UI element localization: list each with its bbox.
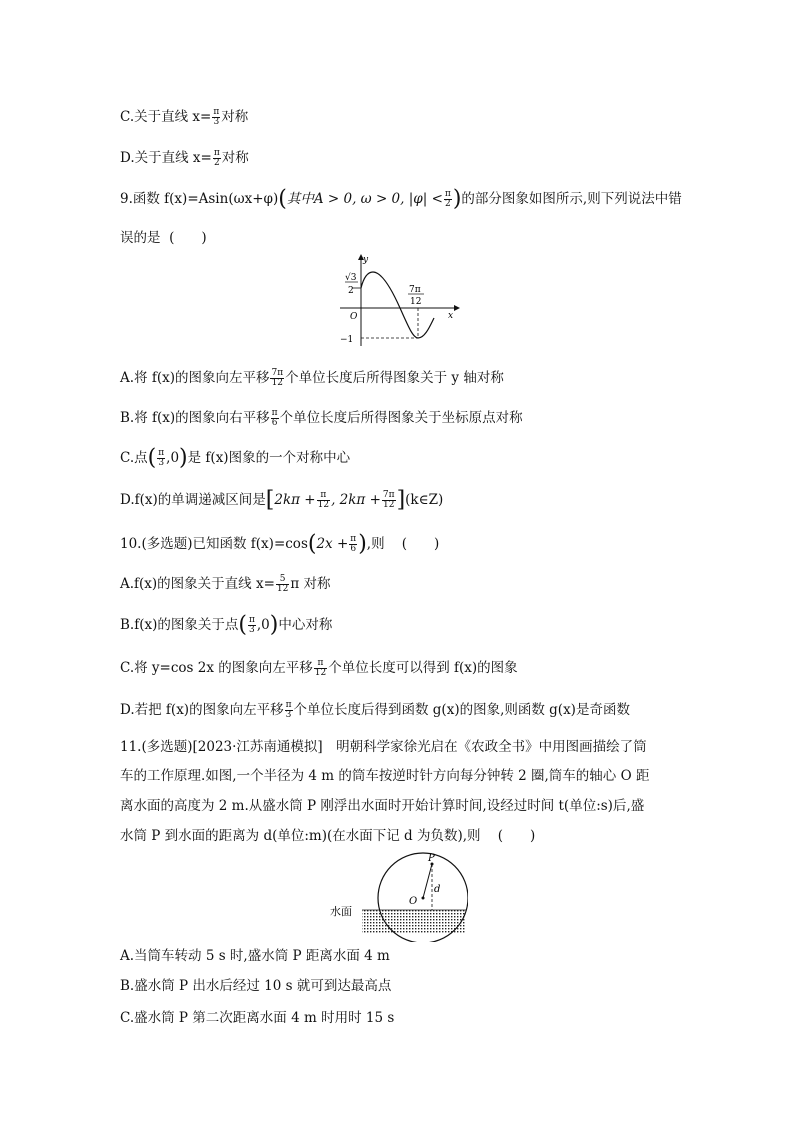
question-11-line-1: 11.(多选题)[2023·江苏南通模拟] 明朝科学家徐光启在《农政全书》中用图画描绘了筒 (120, 739, 647, 755)
center-o-label: O (409, 896, 418, 907)
question-11-line-3: 离水面的高度为 2 m.从盛水筒 P 刚浮出水面时开始计算时间,设经过时间 t(单位:s)后,盛 (120, 798, 645, 814)
tick-7pi: 7π (409, 285, 421, 295)
fraction: $\frac{\pi}{6}$ (350, 534, 357, 554)
question-9-option-d: D.f(x)的单调递减区间是[2kπ + $\frac{\pi}{12}$ , 2kπ + $\frac{7\pi}{12}$ ](k∈Z) (120, 487, 444, 513)
origin-label: O (350, 312, 358, 322)
fraction: $\frac{\pi}{6}$ (271, 408, 278, 428)
point-p-label: P (428, 853, 435, 864)
fraction: $\frac{\pi}{3}$ (248, 615, 255, 635)
question-10-stem: 10.(多选题)已知函数 f(x)=cos(2x + $\frac{\pi}{6}$ ),则 ( ) (120, 531, 440, 557)
tick-12: 12 (410, 297, 422, 307)
question-11-line-2: 车的工作原理.如图,一个半径为 4 m 的筒车按逆时针方向每分钟转 2 圈,筒车的轴心 O 距 (120, 768, 650, 784)
fraction: $\frac{5}{12}$ (276, 574, 289, 594)
fraction: $\frac{\pi}{2}$ (444, 189, 451, 209)
sine-curve (361, 272, 434, 338)
fraction: $\frac{\pi}{12}$ (314, 658, 327, 678)
fraction: $\frac{\pi}{2}$ (213, 148, 220, 168)
fraction: $\frac{\pi}{3}$ (285, 700, 292, 720)
question-11-option-b: B.盛水筒 P 出水后经过 10 s 就可到达最高点 (120, 978, 392, 994)
question-9-option-a: A.将 f(x)的图象向左平移 $\frac{7\pi}{12}$ 个单位长度后所得图象关于 y 轴对称 (120, 368, 504, 388)
water-surface-label: 水面 (330, 905, 352, 918)
fraction: $\frac{\pi}{3}$ (213, 107, 220, 127)
tick-sqrt3: √3 (345, 273, 357, 283)
fraction: $\frac{\pi}{3}$ (158, 448, 165, 468)
tick-minus1: −1 (340, 335, 354, 345)
question-10-option-c: C.将 y=cos 2x 的图象向左平移 $\frac{\pi}{12}$ 个单位长度可以得到 f(x)的图象 (120, 658, 518, 678)
fraction: $\frac{7\pi}{12}$ (382, 490, 395, 510)
fraction: $\frac{7\pi}{12}$ (271, 368, 284, 388)
fraction: $\frac{\pi}{12}$ (317, 490, 330, 510)
option-c-prev: C.关于直线 x= $\frac{\pi}{3}$ 对称 (120, 107, 249, 127)
question-9-stem: 9.函数 f(x)=Asin(ωx+φ)(其中A > 0, ω > 0, |φ| < $\frac{\pi}{2}$ )的部分图象如图所示,则下列说法中错 (120, 186, 682, 212)
question-10-option-b: B.f(x)的图象关于点( $\frac{\pi}{3}$ ,0)中心对称 (120, 612, 333, 638)
question-11-option-a: A.当筒车转动 5 s 时,盛水筒 P 距离水面 4 m (120, 948, 390, 964)
question-11-option-c: C.盛水筒 P 第二次距离水面 4 m 时用时 15 s (120, 1010, 395, 1026)
question-11-line-4: 水筒 P 到水面的距离为 d(单位:m)(在水面下记 d 为负数),则 ( ) (120, 828, 536, 844)
x-axis-label: x (448, 311, 454, 321)
question-9-option-c: C.点( $\frac{\pi}{3}$ ,0)是 f(x)图象的一个对称中心 (120, 445, 351, 471)
distance-d-label: d (434, 884, 441, 895)
question-10-option-d: D.若把 f(x)的图象向左平移 $\frac{\pi}{3}$ 个单位长度后得到函数 g(x)的图象,则函数 g(x)是奇函数 (120, 700, 630, 720)
question-9-option-b: B.将 f(x)的图象向右平移 $\frac{\pi}{6}$ 个单位长度后所得图象关于坐标原点对称 (120, 408, 523, 428)
water-wheel-diagram (328, 850, 468, 942)
tick-2: 2 (348, 286, 354, 296)
sine-graph (330, 250, 465, 350)
option-d-prev: D.关于直线 x= $\frac{\pi}{2}$ 对称 (120, 148, 249, 168)
question-9-stem-2: 误的是 ( ) (120, 230, 207, 246)
y-axis-label: y (363, 255, 369, 265)
question-10-option-a: A.f(x)的图象关于直线 x= $\frac{5}{12}$ π 对称 (120, 574, 331, 594)
